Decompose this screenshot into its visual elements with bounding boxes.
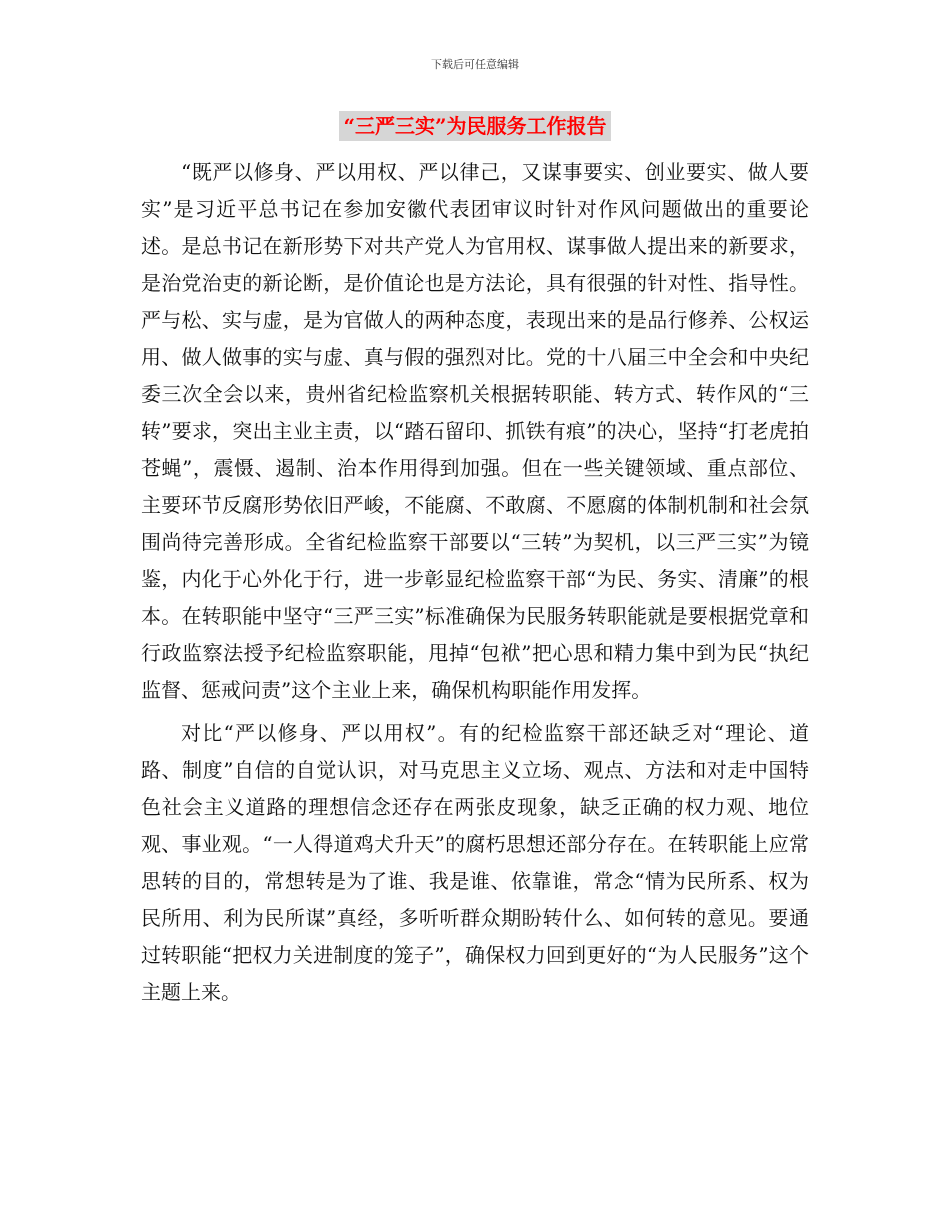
document-body [141, 154, 809, 1011]
paragraph-2: 对比“严以修身、严以用权”。有的纪检监察干部还缺乏对“理论、道路、制度”自信的自觉认识，对马克思主义立场、观点、方法和对走中国特色社会主义道路的理想信念还存在两张皮现象，缺乏正确的权力观、地位观、事业观。“一人得道鸡犬升天”的腐朽思想还部分存在。在转职能上应常思转的目的，常想转是为了谁、我是谁、依靠谁，常念“情为民所系、权为民所用、利为民所谋”真经，多听听群众期盼转什么、如何转的意见。要通过转职能“把权力关进制度的笼子”，确保权力回到更好的“为人民服务”这个主题上来。 [141, 721, 809, 1004]
title-container [0, 111, 950, 141]
header-note: 下载后可任意编辑 [431, 58, 519, 71]
document-title: “三严三实”为民服务工作报告 [339, 111, 610, 141]
paragraph-1: “既严以修身、严以用权、严以律己，又谋事要实、创业要实、做人要实”是习近平总书记在参加安徽代表团审议时针对作风问题做出的重要论述。是总书记在新形势下对共产党人为官用权、谋事做人提出来的新要求，是治党治吏的新论断，是价值论也是方法论，具有很强的针对性、指导性。严与松、实与虚，是为官做人的两种态度，表现出来的是品行修养、公权运用、做人做事的实与虚、真与假的强烈对比。党的十八届三中全会和中央纪委三次全会以来，贵州省纪检监察机关根据转职能、转方式、转作风的“三转”要求，突出主业主责，以“踏石留印、抓铁有痕”的决心，坚持“打老虎拍苍蝇”，震慑、遏制、治本作用得到加强。但在一些关键领域、重点部位、主要环节反腐形势依旧严峻，不能腐、不敢腐、不愿腐的体制机制和社会氛围尚待完善形成。全省纪检监察干部要以“三转”为契机，以三严三实”为镜鉴，内化于心外化于行，进一步彰显纪检监察干部“为民、务实、清廉”的根本。在转职能中坚守“三严三实”标准确保为民服务转职能就是要根据党章和行政监察法授予纪检监察职能，甩掉“包袱”把心思和精力集中到为民“执纪监督、惩戒问责”这个主业上来，确保机构职能作用发挥。 [141, 160, 809, 702]
